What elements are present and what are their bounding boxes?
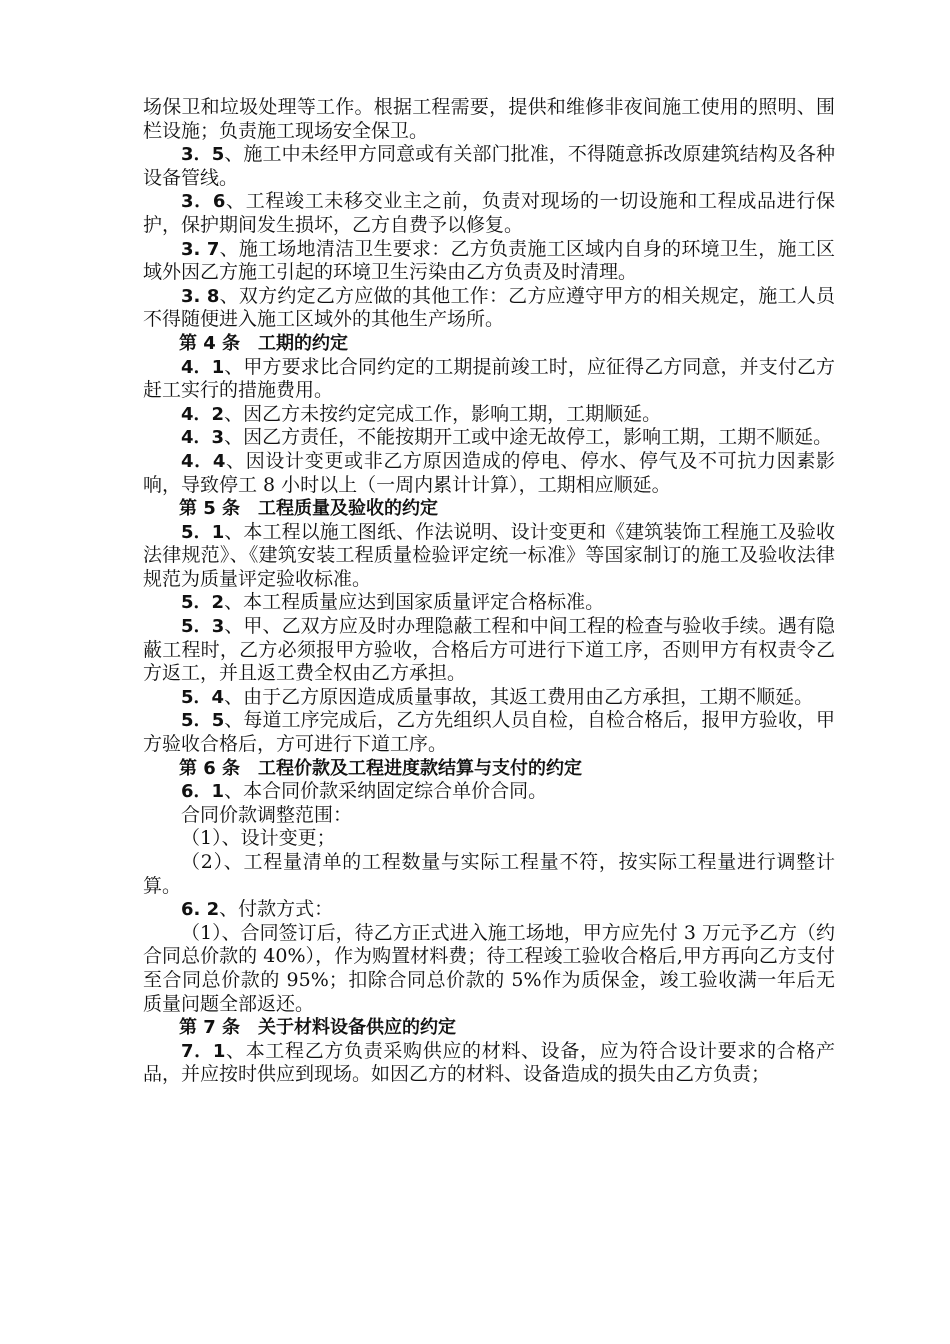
section-heading: 第 7 条 关于材料设备供应的约定 — [179, 1017, 457, 1039]
paragraph: 7．1、本工程乙方负责采购供应的材料、设备，应为符合设计要求的合格产品，并应按时供应到现场。如因乙方的材料、设备造成的损失由乙方负责； — [143, 1039, 835, 1086]
document-body — [143, 96, 835, 1087]
paragraph: 6．1、本合同价款采纳固定综合单价合同。 — [181, 780, 548, 803]
paragraph: 5．3、甲、乙双方应及时办理隐蔽工程和中间工程的检查与验收手续。遇有隐蔽工程时，乙方必须报甲方验收，合格后方可进行下道工序，否则甲方有权责令乙方返工，并且返工费全权由乙方承担。 — [143, 615, 835, 685]
paragraph: 3. 7、施工场地清洁卫生要求：乙方负责施工区域内自身的环境卫生，施工区域外因乙方施工引起的环境卫生污染由乙方负责及时清理。 — [143, 237, 835, 284]
paragraph: 4．3、因乙方责任，不能按期开工或中途无故停工，影响工期，工期不顺延。 — [181, 426, 833, 449]
paragraph: 3．5、施工中未经甲方同意或有关部门批准，不得随意拆改原建筑结构及各种设备管线。 — [143, 143, 835, 189]
clause-number: 4．2 — [181, 403, 225, 425]
clause-number: 5．5 — [181, 710, 225, 732]
paragraph: 4．4、因设计变更或非乙方原因造成的停电、停水、停气及不可抗力因素影响，导致停工 8 小时以上（一周内累计计算），工期相应顺延。 — [143, 449, 835, 496]
clause-number: 5．1 — [181, 521, 225, 543]
paragraph: 4．1、甲方要求比合同约定的工期提前竣工时，应征得乙方同意，并支付乙方赶工实行的措施费用。 — [143, 355, 835, 402]
paragraph: 3．6、工程竣工未移交业主之前，负责对现场的一切设施和工程成品进行保护，保护期间发生损坏，乙方自费予以修复。 — [143, 190, 835, 236]
clause-number: 6. 2 — [181, 899, 220, 921]
clause-number: 7．1 — [181, 1040, 226, 1062]
clause-number: 6．1 — [181, 781, 225, 803]
paragraph: 5．5、每道工序完成后，乙方先组织人员自检，自检合格后，报甲方验收，甲方验收合格后，方可进行下道工序。 — [143, 709, 835, 756]
clause-number: 5．4 — [181, 686, 225, 708]
clause-number: 4．1 — [181, 356, 225, 378]
paragraph: 5．4、由于乙方原因造成质量事故，其返工费用由乙方承担，工期不顺延。 — [181, 685, 814, 708]
paragraph: 6. 2、付款方式： — [181, 898, 334, 921]
clause-number: 3．6 — [181, 191, 226, 213]
paragraph: 5．2、本工程质量应达到国家质量评定合格标准。 — [181, 591, 605, 614]
paragraph: （1）、设计变更； — [181, 827, 336, 850]
clause-number: 5．3 — [181, 616, 225, 638]
clause-number: 4．4 — [181, 450, 226, 472]
paragraph: （2）、工程量清单的工程数量与实际工程量不符，按实际工程量进行调整计算。 — [143, 851, 835, 897]
section-heading: 第 4 条 工期的约定 — [179, 332, 349, 354]
paragraph: 3. 8、双方约定乙方应做的其他工作：乙方应遵守甲方的相关规定，施工人员不得随便进入施工区域外的其他生产场所。 — [143, 284, 835, 331]
clause-number: 3. 7 — [181, 238, 220, 260]
paragraph: 4．2、因乙方未按约定完成工作，影响工期，工期顺延。 — [181, 402, 662, 425]
paragraph: 合同价款调整范围： — [181, 803, 353, 826]
clause-number: 3. 8 — [181, 285, 220, 307]
paragraph: 场保卫和垃圾处理等工作。根据工程需要，提供和维修非夜间施工使用的照明、围栏设施；负责施工现场安全保卫。 — [143, 96, 835, 142]
section-heading: 第 5 条 工程质量及验收的约定 — [179, 498, 439, 520]
paragraph: （1）、合同签订后，待乙方正式进入施工场地，甲方应先付 3 万元予乙方（约合同总价款的 40%），作为购置材料费；待工程竣工验收合格后,甲方再向乙方支付至合同总价款的 95%；扣除合同总价款的 5%作为质保金，竣工验收满一年后无质量问题全部返还。 — [143, 921, 835, 1015]
clause-number: 5．2 — [181, 592, 225, 614]
clause-number: 4．3 — [181, 427, 225, 449]
section-heading: 第 6 条 工程价款及工程进度款结算与支付的约定 — [179, 757, 583, 779]
clause-number: 3．5 — [181, 144, 225, 166]
paragraph: 5．1、本工程以施工图纸、作法说明、设计变更和《建筑装饰工程施工及验收法律规范》、《建筑安装工程质量检验评定统一标准》等国家制订的施工及验收法律规范为质量评定验收标准。 — [143, 520, 835, 590]
